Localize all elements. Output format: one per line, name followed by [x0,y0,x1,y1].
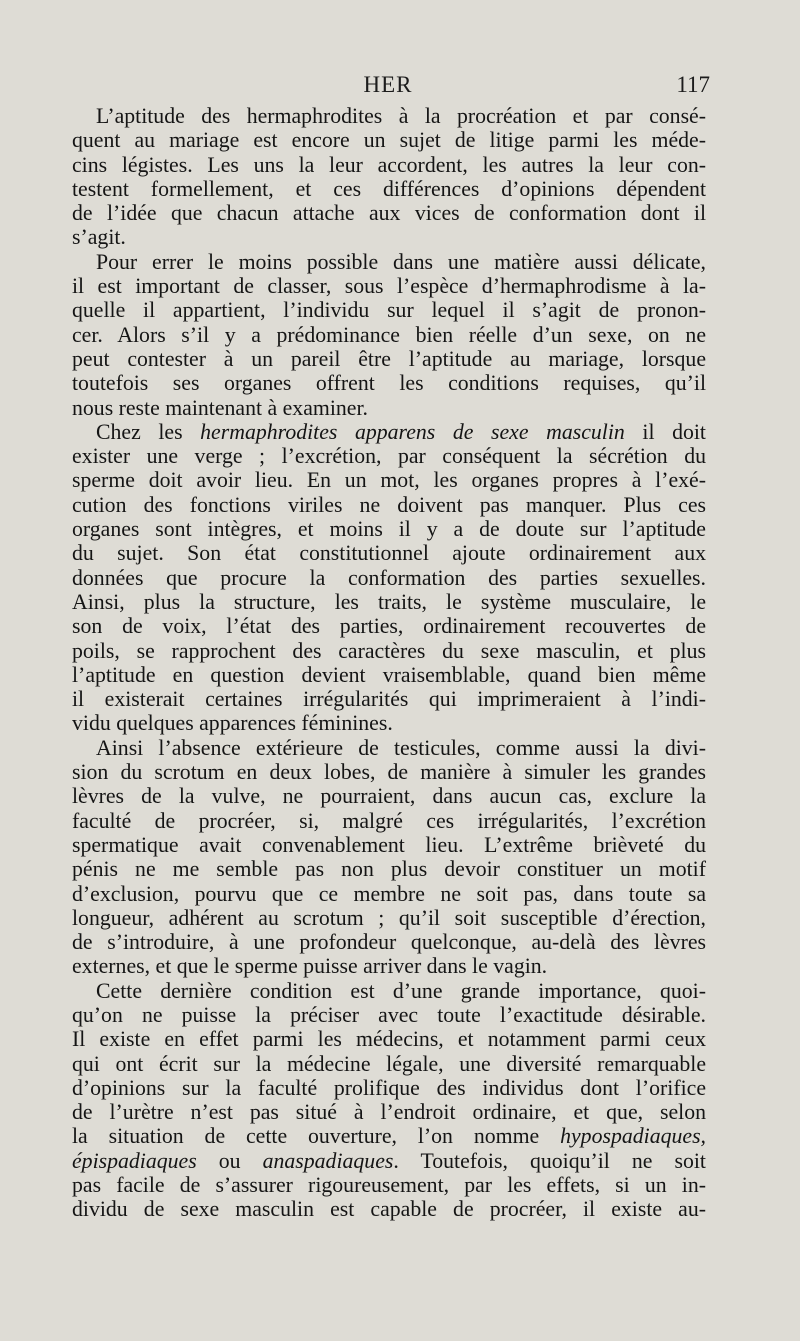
italic-term: anaspadiaques [262,1148,394,1173]
text-line [72,1124,706,1148]
text-line: externes, et que le sperme puisse arriver dans le vagin. [72,954,548,979]
paragraph-5 [72,979,706,1222]
text-line: dividu de sexe masculin est capable de procréer, il existe au- [72,1197,706,1222]
text-line: du sujet. Son état constitutionnel ajoute ordinairement aux [72,541,706,566]
text-line: qu’on ne puisse la préciser avec toute l’exactitude désirable. [72,1002,706,1027]
text-line: de l’urètre n’est pas situé à l’endroit ordinaire, et que, selon [72,1100,706,1125]
text-line: il est important de classer, sous l’espèce d’hermaphrodisme à la- [72,274,706,299]
text-line: d’opinions sur la faculté prolifique des individus dont l’orifice [72,1075,706,1100]
text-line: organes sont intègres, et moins il y a de doute sur l’aptitude [72,517,706,542]
text-line: s’agit. [72,225,126,250]
italic-term: hypospadiaques, [560,1124,706,1149]
text-line: testent formellement, et ces différences d’opinions dépendent [72,176,706,201]
text-line: de s’introduire, à une profondeur quelconque, au-delà des lèvres [72,930,706,955]
text-line [72,420,706,444]
italic-term: hermaphrodites apparens de sexe masculin [200,419,625,444]
paragraph-1 [72,104,706,250]
text-run: la situation de cette ouverture, l’on nomme [72,1124,561,1149]
text-line: Cette dernière condition est d’une grande importance, quoi- [96,978,706,1003]
text-line: son de voix, l’état des parties, ordinairement recouvertes de [72,614,706,639]
text-line: cins légistes. Les uns la leur accordent, les autres la leur con- [72,152,706,177]
text-line: L’aptitude des hermaphrodites à la procréation et par consé- [96,104,706,128]
text-line: longueur, adhérent au scrotum ; qu’il soit susceptible d’érection, [72,905,706,930]
text-run: il doit [624,419,706,444]
text-line: pas facile de s’assurer rigoureusement, par les effets, si un in- [72,1173,706,1198]
text-line: il existerait certaines irrégularités qui imprimeraient à l’indi- [72,687,706,712]
text-line: quent au mariage est encore un sujet de litige parmi les méde- [72,128,706,153]
text-line: de l’idée que chacun attache aux vices de conformation dont il [72,201,706,226]
text-line: cution des fonctions viriles ne doivent pas manquer. Plus ces [72,492,706,517]
text-line: Ainsi l’absence extérieure de testicules, comme aussi la divi- [96,735,706,760]
text-line: nous reste maintenant à examiner. [72,395,368,420]
text-line: Il existe en effet parmi les médecins, et notamment parmi ceux [72,1027,706,1052]
text-line: qui ont écrit sur la médecine légale, une diversité remarquable [72,1051,706,1076]
text-line: données que procure la conformation des parties sexuelles. [72,565,706,590]
text-line: vidu quelques apparences féminines. [72,711,393,736]
page-body [72,104,706,1222]
page-header [72,72,710,104]
paragraph-3 [72,420,706,736]
text-run: ou [196,1148,263,1173]
text-line: d’exclusion, pourvu que ce membre ne soit pas, dans toute sa [72,881,706,906]
text-line [72,1149,706,1173]
page-number: 117 [676,72,710,97]
text-line: exister une verge ; l’excrétion, par conséquent la sécrétion du [72,444,706,469]
text-line: lèvres de la vulve, ne pourraient, dans aucun cas, exclure la [72,784,706,809]
text-line: Ainsi, plus la structure, les traits, le système musculaire, le [72,589,706,614]
text-line: peut contester à un pareil être l’aptitude au mariage, lorsque [72,346,706,371]
running-head: HER [363,72,413,97]
text-line: quelle il appartient, l’individu sur lequel il s’agit de pronon- [72,298,706,323]
paragraph-4 [72,736,706,979]
text-line: toutefois ses organes offrent les conditions requises, qu’il [72,371,706,396]
text-run: . Toutefois, quoiqu’il ne soit [393,1148,706,1173]
text-line: spermatique avait convenablement lieu. L’extrême brièveté du [72,832,706,857]
text-line: sperme doit avoir lieu. En un mot, les organes propres à l’exé- [72,468,706,493]
italic-term: épispadiaques [72,1148,197,1173]
text-line: Pour errer le moins possible dans une matière aussi délicate, [96,249,706,274]
text-line: pénis ne me semble pas non plus devoir constituer un motif [72,857,706,882]
text-line: faculté de procréer, si, malgré ces irrégularités, l’excrétion [72,808,706,833]
paragraph-2 [72,250,706,420]
text-line: poils, se rapprochent des caractères du sexe masculin, et plus [72,638,706,663]
text-run: Chez les [96,419,201,444]
text-line: sion du scrotum en deux lobes, de manière à simuler les grandes [72,760,706,785]
text-line: l’aptitude en question devient vraisemblable, quand bien même [72,662,706,687]
text-line: cer. Alors s’il y a prédominance bien réelle d’un sexe, on ne [72,322,706,347]
